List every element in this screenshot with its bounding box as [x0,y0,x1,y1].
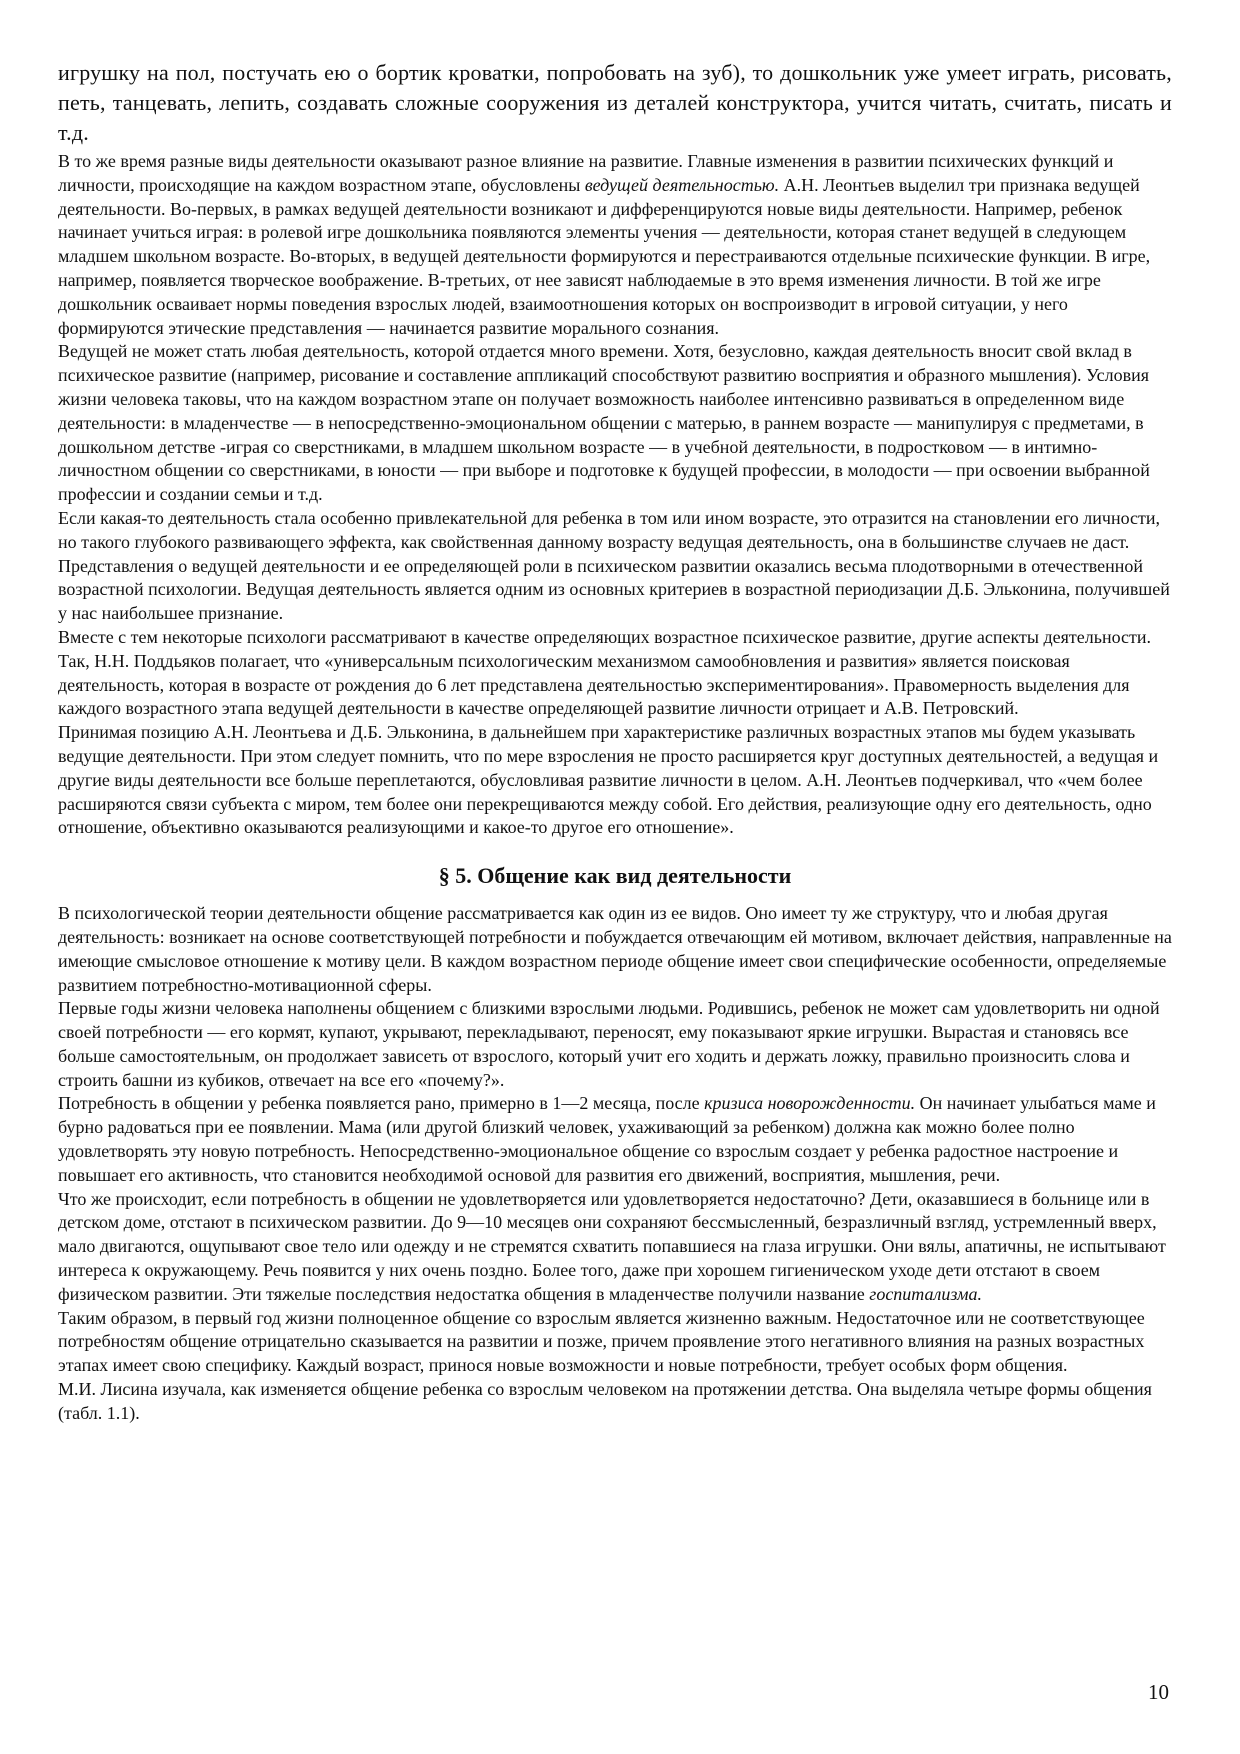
page-number: 10 [1148,1680,1169,1704]
paragraph: Потребность в общении у ребенка появляется рано, примерно в 1—2 месяца, после кризиса новорожденности. Он начинает улыбаться маме и бурно радоваться при ее появлении. Мама (или другой близкий человек, ухаживающий за ребенком) должна как можно более полно удовлетворять эту новую потребность. Непосредственно-эмоциональное общение со взрослым создает у ребенка радостное настроение и повышает его активность, что становится необходимой основой для развития его движений, восприятия, мышления, речи. [58,1093,1156,1185]
italic-term: кризиса новорожденности. [704,1093,916,1114]
paragraph: Вместе с тем некоторые психологи рассматривают в качестве определяющих возрастное психическое развитие, другие аспекты деятельности. Так, Н.Н. Поддьяков полагает, что «универсальным психологическим механизмом самообновления и развития» является поисковая деятельность, которая в возрасте от рождения до 6 лет представлена деятельностью экспериментирования». Правомерность выделения для каждого возрастного этапа ведущей деятельности в качестве определяющей развитие личности отрицает и А.В. Петровский. [58,626,1152,719]
paragraph: В то же время разные виды деятельности оказывают разное влияние на развитие. Главные изменения в развитии психических функций и личности, происходящие на каждом возрастном этапе, обусловлены ведущей деятельностью. А.Н. Леонтьев выделил три признака ведущей деятельности. Во-первых, в рамках ведущей деятельности возникают и дифференцируются новые виды деятельности. Например, ребенок начинает учиться играя: в ролевой игре дошкольника появляются элементы учения — деятельности, которая станет ведущей в следующем младшем школьном возрасте. Во-вторых, в ведущей деятельности формируются и перестраиваются отдельные психические функции. В игре, например, появляется творческое воображение. В-третьих, от нее зависят наблюдаемые в это время изменения личности. В той же игре дошкольник осваивает нормы поведения взрослых людей, взаимоотношения которых он воспроизводит в игровой ситуации, у него формируются этические представления — начинается развитие морального сознания. [58,151,1151,338]
paragraph: Ведущей не может стать любая деятельность, которой отдается много времени. Хотя, безусловно, каждая деятельность вносит свой вклад в психическое развитие (например, рисование и составление аппликаций способствуют развитию восприятия и образного мышления). Условия жизни человека таковы, что на каждом возрастном этапе он получает возможность наиболее интенсивно развиваться в определенном виде деятельности: в младенчестве — в непосредственно-эмоциональном общении с матерью, в раннем возрасте — манипулируя с предметами, в дошкольном детстве -играя со сверстниками, в младшем школьном возрасте — в учебной деятельности, в подростковом — в интимно-личностном общении со сверстниками, в юности — при выборе и подготовке к будущей профессии, в молодости — при освоении выбранной профессии и создании семьи и т.д. [58,341,1150,505]
italic-term: госпитализма. [869,1283,982,1304]
section-5-text [58,902,1172,1426]
section-4-text [58,150,1172,840]
lead-paragraph: игрушку на пол, постучать ею о бортик кроватки, попробовать на зуб), то дошкольник уже умеет играть, рисовать, петь, танцевать, лепить, создавать сложные сооружения из деталей конструктора, учится читать, считать, писать и т.д. [58,60,1172,145]
paragraph: В психологической теории деятельности общение рассматривается как один из ее видов. Оно имеет ту же структуру, что и любая другая деятельность: возникает на основе соответствующей потребности и побуждается отвечающим ей мотивом, включает действия, направленные на имеющие смысловое отношение к мотиву цели. В каждом возрастном периоде общение имеет свои специфические особенности, определяемые развитием потребностно-мотивационной сферы. [58,903,1172,995]
section-heading: § 5. Общение как вид деятельности [438,863,792,889]
paragraph: М.И. Лисина изучала, как изменяется общение ребенка со взрослым человеком на протяжении детства. Она выделяла четыре формы общения (табл. 1.1). [58,1379,1152,1423]
italic-term: ведущей деятельностью. [584,174,780,195]
paragraph: Принимая позицию А.Н. Леонтьева и Д.Б. Эльконина, в дальнейшем при характеристике различных возрастных этапов мы будем указывать ведущие деятельности. При этом следует помнить, что по мере взросления не просто расширяется круг доступных деятельностей, а ведущая и другие виды деятельности все больше переплетаются, обусловливая развитие личности в целом. А.Н. Леонтьев подчеркивал, что «чем более расширяются связи субъекта с миром, тем более они перекрещиваются между собой. Его действия, реализующие одну его деятельность, одно отношение, объективно оказываются реализующими и какое-то другое его отношение». [58,722,1159,838]
paragraph: Если какая-то деятельность стала особенно привлекательной для ребенка в том или ином возрасте, это отразится на становлении его личности, но такого глубокого развивающего эффекта, как свойственная данному возрасту ведущая деятельность, она в большинстве случаев не даст. [58,507,1161,552]
paragraph: Представления о ведущей деятельности и ее определяющей роли в психическом развитии оказались весьма плодотворными в отечественной возрастной психологии. Ведущая деятельность является одним из основных критериев в возрастной периодизации Д.Б. Эльконина, получившей у нас наибольшее признание. [58,555,1170,624]
paragraph: Таким образом, в первый год жизни полноценное общение со взрослым является жизненно важным. Недостаточное или не соответствующее потребностям общение отрицательно сказывается на развитии и позже, причем проявление этого негативного влияния на разных возрастных этапах имеет свою специфику. Каждый возраст, принося новые возможности и новые потребности, требует особых форм общения. [58,1307,1145,1376]
paragraph: Первые годы жизни человека наполнены общением с близкими взрослыми людьми. Родившись, ребенок не может сам удовлетворить ни одной своей потребности — его кормят, купают, укрывают, перекладывают, переносят, ему показывают яркие игрушки. Вырастая и становясь все больше самостоятельным, он продолжает зависеть от взрослого, который учит его ходить и держать ложку, правильно произносить слова и строить башни из кубиков, отвечает на все его «почему?». [58,998,1160,1090]
paragraph: Что же происходит, если потребность в общении не удовлетворяется или удовлетворяется недостаточно? Дети, оказавшиеся в больнице или в детском доме, отстают в психическом развитии. До 9—10 месяцев они сохраняют бессмысленный, безразличный взгляд, устремленный вверх, мало двигаются, ощупывают свое тело или одежду и не стремятся схватить попавшиеся на глаза игрушки. Они вялы, апатичны, не испытывают интереса к окружающему. Речь появится у них очень поздно. Более того, даже при хорошем гигиеническом уходе дети отстают в своем физическом развитии. Эти тяжелые последствия недостатка общения в младенчестве получили название госпитализма. [58,1188,1166,1304]
document-page [58,58,1172,1426]
